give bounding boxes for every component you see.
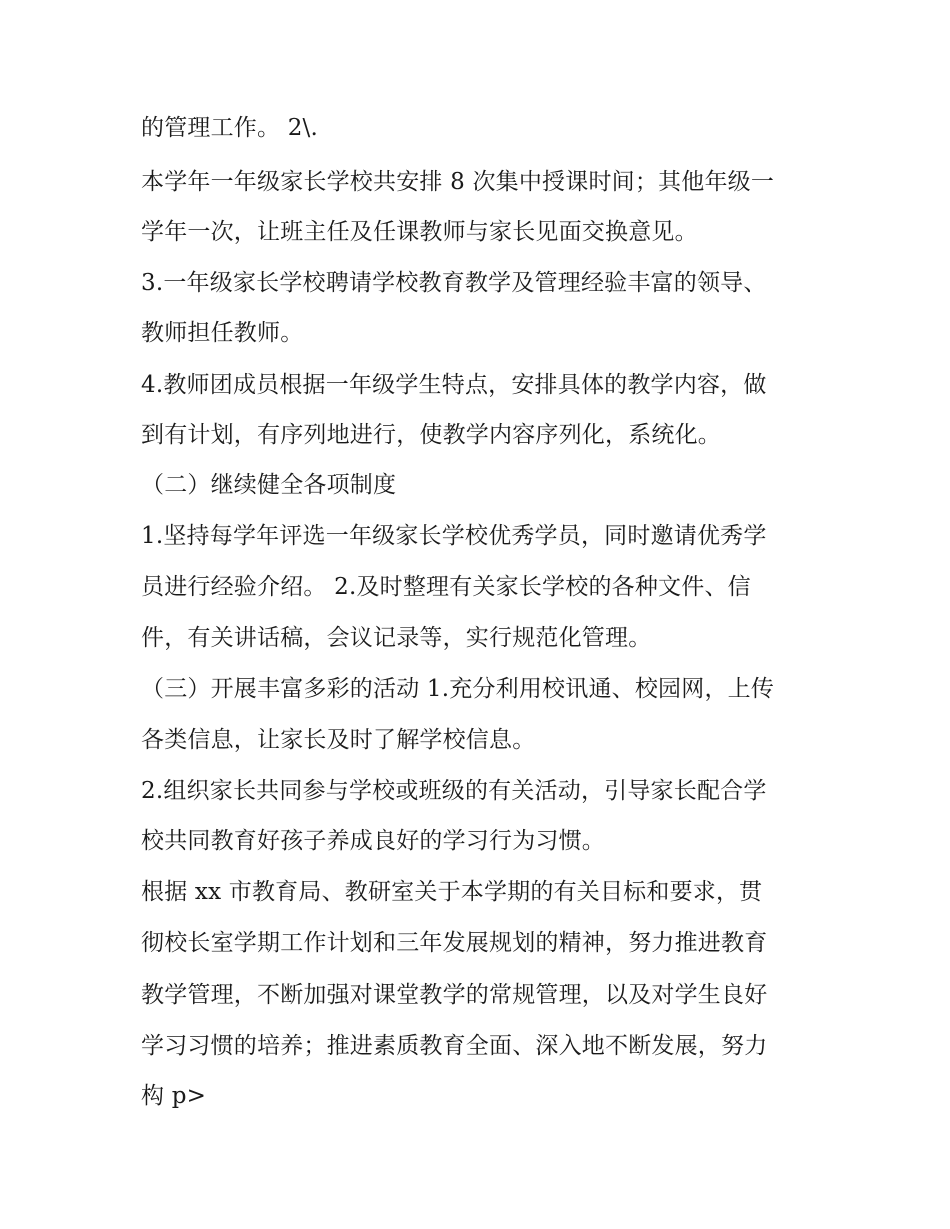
text-line: 4.教师团成员根据一年级学生特点，安排具体的教学内容，做 — [141, 372, 767, 398]
text-line: 教师担任教师。 — [141, 320, 304, 346]
section-heading: （三）开展丰富多彩的活动 1.充分利用校讯通、校园网，上传 — [141, 676, 775, 702]
text-line: 3.一年级家长学校聘请学校教育教学及管理经验丰富的领导、 — [141, 270, 767, 296]
text-line: 各类信息，让家长及时了解学校信息。 — [141, 727, 536, 753]
text-line: 件，有关讲话稿，会议记录等，实行规范化管理。 — [141, 625, 652, 651]
section-heading: （二）继续健全各项制度 — [141, 472, 397, 498]
text-line: 教学管理，不断加强对课堂教学的常规管理，以及对学生良好 — [141, 982, 768, 1008]
text-line: 校共同教育好孩子养成良好的学习行为习惯。 — [141, 828, 605, 854]
text-line: 学习习惯的培养；推进素质教育全面、深入地不断发展，努力 — [141, 1033, 768, 1059]
text-line: 构 p> — [141, 1083, 207, 1109]
text-line: 到有计划，有序列地进行，使教学内容序列化，系统化。 — [141, 422, 721, 448]
text-line: 根据 xx 市教育局、教研室关于本学期的有关目标和要求，贯 — [141, 879, 763, 905]
text-line: 本学年一年级家长学校共安排 8 次集中授课时间；其他年级一 — [141, 169, 775, 195]
text-line: 员进行经验介绍。 2.及时整理有关家长学校的各种文件、信 — [141, 574, 751, 600]
text-line: 的管理工作。 2\. — [141, 115, 319, 141]
text-line: 1.坚持每学年评选一年级家长学校优秀学员，同时邀请优秀学 — [141, 523, 767, 549]
text-line: 2.组织家长共同参与学校或班级的有关活动，引导家长配合学 — [141, 778, 767, 804]
text-line: 彻校长室学期工作计划和三年发展规划的精神，努力推进教育 — [141, 930, 768, 956]
text-line: 学年一次，让班主任及任课教师与家长见面交换意见。 — [141, 219, 698, 245]
